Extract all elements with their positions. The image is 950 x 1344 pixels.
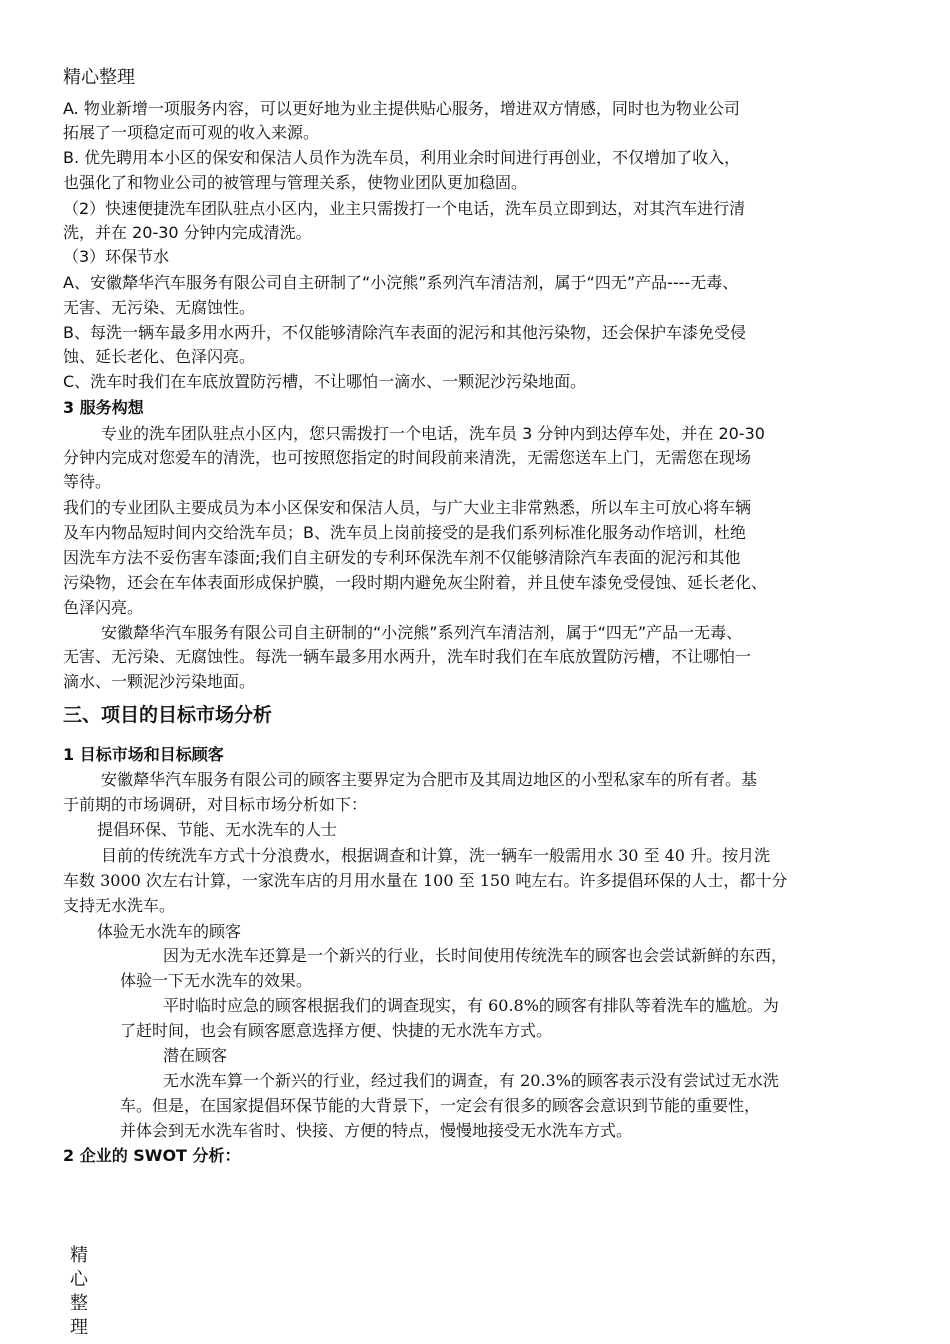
paragraph-line: 平时临时应急的顾客根据我们的调查现实，有 60.8%的顾客有排队等着洗车的尴尬。为 [163,996,779,1015]
paragraph-line: 洗，并在 20-30 分钟内完成清洗。 [63,223,312,242]
section-heading: 3 服务构想 [63,398,144,417]
list-item-heading: 体验无水洗车的顾客 [97,922,242,941]
paragraph-line: 于前期的市场调研，对目标市场分析如下： [63,795,368,814]
paragraph-line: 拓展了一项稳定而可观的收入来源。 [63,123,320,142]
subsection-heading: 2 企业的 SWOT 分析： [63,1146,241,1165]
list-item-heading: 潜在顾客 [163,1046,228,1065]
page-header: 精心整理 [63,67,135,88]
paragraph-line: 支持无水洗车。 [63,896,176,915]
paragraph-line: 无水洗车算一个新兴的行业，经过我们的调查，有 20.3%的顾客表示没有尝试过无水洗 [163,1071,779,1090]
paragraph-line: 车。但是，在国家提倡环保节能的大背景下，一定会有很多的顾客会意识到节能的重要性， [120,1096,761,1115]
paragraph-line: 无害、无污染、无腐蚀性。每洗一辆车最多用水两升，洗车时我们在车底放置防污槽，不让哪怕一 [63,647,752,666]
paragraph-line: 污染物，还会在车体表面形成保护膜，一段时期内避免灰尘附着，并且使车漆免受侵蚀、延长老化、 [63,573,768,592]
list-item-heading: 提倡环保、节能、无水洗车的人士 [97,820,338,839]
paragraph-line: 色泽闪亮。 [63,598,144,617]
paragraph-line: 目前的传统洗车方式十分浪费水，根据调查和计算，洗一辆车一般需用水 30 至 40 升。按月洗 [101,846,771,865]
paragraph-line: 了赶时间，也会有顾客愿意选择方便、快捷的无水洗车方式。 [120,1021,553,1040]
chapter-heading: 三、项目的目标市场分析 [63,704,273,726]
paragraph-line: 体验一下无水洗车的效果。 [120,971,313,990]
paragraph-line: 因洗车方法不妥伤害车漆面;我们自主研发的专利环保洗车剂不仅能够清除汽车表面的泥污和其他 [63,548,741,567]
paragraph-line: 安徽犛华汽车服务有限公司自主研制的“小浣熊”系列汽车清洁剂，属于“四无”产品一无毒、 [101,623,743,642]
paragraph-line: 等待。 [63,472,112,491]
paragraph-line: B. 优先聘用本小区的保安和保洁人员作为洗车员，利用业余时间进行再创业，不仅增加了收入， [63,148,741,167]
paragraph-line: 蚀、延长老化、色泽闪亮。 [63,347,256,366]
paragraph-line: 及车内物品短时间内交给洗车员；B、洗车员上岗前接受的是我们系列标准化服务动作培训，杜绝 [63,523,746,542]
paragraph-line: 无害、无污染、无腐蚀性。 [63,298,256,317]
paragraph-line: 滴水、一颗泥沙污染地面。 [63,672,256,691]
paragraph-line: 并体会到无水洗车省时、快接、方便的特点，慢慢地接受无水洗车方式。 [120,1121,633,1140]
paragraph-line: B、每洗一辆车最多用水两升，不仅能够清除汽车表面的泥污和其他污染物，还会保护车漆免受侵 [63,323,746,342]
subsection-heading: 1 目标市场和目标顾客 [63,745,224,764]
paragraph-line: （2）快速便捷洗车团队驻点小区内，业主只需拨打一个电话，洗车员立即到达，对其汽车进行清 [63,199,746,218]
paragraph-line: 专业的洗车团队驻点小区内，您只需拨打一个电话，洗车员 3 分钟内到达停车处，并在 20-30 [101,424,765,443]
paragraph-line: 因为无水洗车还算是一个新兴的行业，长时间使用传统洗车的顾客也会尝试新鲜的东西， [163,946,788,965]
vertical-footer: 精心整理 [70,1245,88,1338]
paragraph-line: 也强化了和物业公司的被管理与管理关系，使物业团队更加稳固。 [63,173,528,192]
paragraph-line: （3）环保节水 [63,247,170,266]
paragraph-line: 车数 3000 次左右计算，一家洗车店的月用水量在 100 至 150 吨左右。许多提倡环保的人士，都十分 [63,871,788,890]
paragraph-line: 我们的专业团队主要成员为本小区保安和保洁人员，与广大业主非常熟悉，所以车主可放心将车辆 [63,498,752,517]
paragraph-line: 安徽犛华汽车服务有限公司的顾客主要界定为合肥市及其周边地区的小型私家车的所有者。基 [101,770,758,789]
paragraph-line: A. 物业新增一项服务内容，可以更好地为业主提供贴心服务，增进双方情感，同时也为物业公司 [63,99,740,118]
paragraph-line: A、安徽犛华汽车服务有限公司自主研制了“小浣熊”系列汽车清洁剂，属于“四无”产品----无毒、 [63,273,739,292]
paragraph-line: C、洗车时我们在车底放置防污槽，不让哪怕一滴水、一颗泥沙污染地面。 [63,372,587,391]
paragraph-line: 分钟内完成对您爱车的清洗，也可按照您指定的时间段前来清洗，无需您送车上门，无需您在现场 [63,448,752,467]
